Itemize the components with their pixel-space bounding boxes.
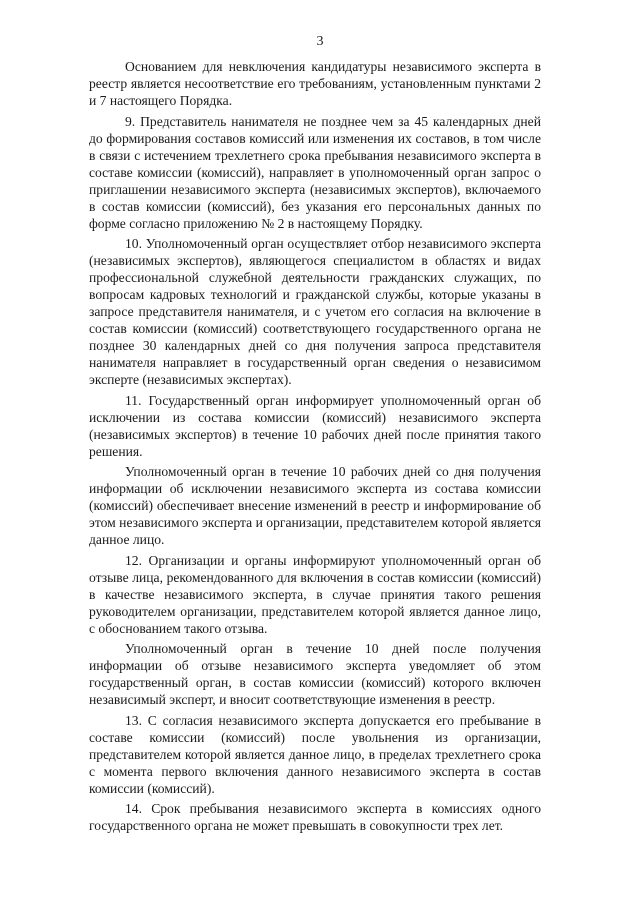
paragraph-item-12-continued: Уполномоченный орган в течение 10 дней после получения информации об отзыве независимого эксперта уведомляет об этом государственный орган, в состав комиссии (комиссий) которого включен независимый эксперт, и вносит соответствующие изменения в реестр.: [89, 641, 541, 707]
paragraph-item-14: 14. Срок пребывания независимого эксперта в комиссиях одного государственного органа не может превышать в совокупности трех лет.: [89, 801, 541, 833]
paragraph-item-11-continued: Уполномоченный орган в течение 10 рабочих дней со дня получения информации об исключении независимого эксперта из состава комиссии (комиссий) обеспечивает внесение изменений в реестр и информирование об этом независимого эксперта и организации, представителем которой является данное лицо.: [89, 464, 541, 547]
page-number: 3: [316, 34, 324, 49]
paragraph-item-12: 12. Организации и органы информируют уполномоченный орган об отзыве лица, рекомендованного для включения в состав комиссии (комиссий) в качестве независимого эксперта, в случае принятия такого решения руководителем организации, представителем которой является данное лицо, с обоснованием такого отзыва.: [89, 552, 541, 636]
document-body: [89, 58, 541, 838]
paragraph-intro-non-inclusion: Основанием для невключения кандидатуры независимого эксперта в реестр является несоответствие его требованиям, установленным пунктами 2 и 7 настоящего Порядка.: [89, 59, 541, 108]
paragraph-item-10: 10. Уполномоченный орган осуществляет отбор независимого эксперта (независимых экспертов), являющегося специалистом в областях и видах профессиональной служебной деятельности гражданских служащих, по вопросам кадровых технологий и гражданской службы, которые указаны в запросе представителя нанимателя, и с учетом его согласия на включение в состав комиссии (комиссий) соответствующего государственного органа не позднее 30 календарных дней со дня получения запроса представителя нанимателя направляет в государственный орган сведения о независимом эксперте (независимых экспертах).: [89, 236, 541, 387]
paragraph-item-13: 13. С согласия независимого эксперта допускается его пребывание в составе комиссии (комиссий) после увольнения из организации, представителем которой является данное лицо, в пределах трехлетнего срока с момента первого включения данного независимого эксперта в состав комиссии (комиссий).: [89, 712, 541, 796]
paragraph-item-11: 11. Государственный орган информирует уполномоченный орган об исключении из состава комиссии (комиссий) независимого эксперта (независимых экспертов) в течение 10 рабочих дней после принятия такого решения.: [89, 392, 541, 459]
paragraph-item-9: 9. Представитель нанимателя не позднее чем за 45 календарных дней до формирования составов комиссий или изменения их составов, в том числе в связи с истечением трехлетнего срока пребывания независимого эксперта в составе комиссии (комиссий), направляет в уполномоченный орган запрос о приглашении независимого эксперта (независимых экспертов), включаемого в состав комиссии (комиссий), без указания его персональных данных по форме согласно приложению № 2 в настоящему Порядку.: [89, 113, 541, 231]
